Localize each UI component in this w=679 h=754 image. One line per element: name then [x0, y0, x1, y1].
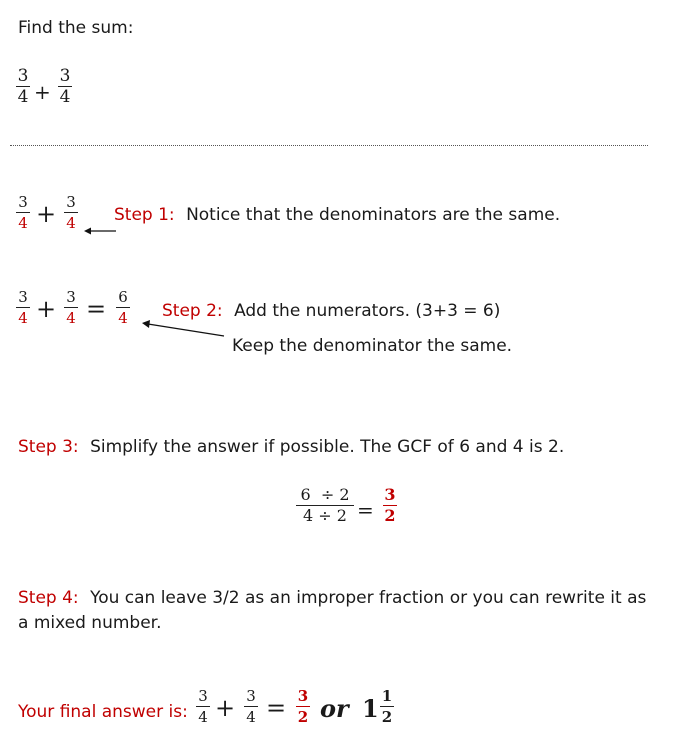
final-answer-label: Your final answer is:	[18, 702, 188, 722]
step2-text-line1: Add the numerators. (3+3 = 6)	[234, 301, 501, 321]
step2-fraction-a: 3 4	[16, 289, 30, 326]
problem-fraction-a: 3 4	[17, 66, 29, 107]
step2-line1	[162, 301, 500, 321]
step3-result-fraction: 3 2	[384, 485, 396, 525]
step1-arrow-icon	[82, 224, 118, 238]
step3-text: Simplify the answer if possible. The GCF of 6 and 4 is 2.	[90, 437, 565, 457]
step2-text-line2: Keep the denominator the same.	[232, 336, 513, 356]
step1-label: Step 1:	[114, 205, 175, 225]
final-or-word: or	[320, 694, 349, 723]
step1-plus-sign: +	[36, 200, 57, 228]
final-fraction-a: 3 4	[196, 688, 210, 725]
step1-fraction-b: 3 4	[64, 194, 78, 231]
step4-label: Step 4:	[18, 588, 79, 608]
final-equals-sign: =	[266, 694, 287, 722]
step4-text-line1: You can leave 3/2 as an improper fraction or you can rewrite it as	[90, 588, 647, 608]
step2-label: Step 2:	[162, 301, 223, 321]
step2-arrow-icon	[140, 318, 226, 340]
problem-fraction-b: 3 4	[59, 66, 71, 107]
step2-equals-sign: =	[86, 295, 107, 323]
final-mixed-fraction: 1 2	[381, 687, 393, 726]
step1-text: Notice that the denominators are the same.	[186, 205, 561, 225]
step3-label: Step 3:	[18, 437, 79, 457]
step4-line1	[18, 588, 646, 608]
final-whole-number: 1	[362, 694, 379, 723]
step1-line	[114, 205, 560, 225]
prompt-text: Find the sum:	[18, 18, 134, 38]
step1-fraction-a: 3 4	[16, 194, 30, 231]
step2-fraction-b: 3 4	[64, 289, 78, 326]
step3-gcf-fraction: 6 ÷ 2 4 ÷ 2	[296, 487, 354, 524]
final-result-fraction: 3 2	[297, 687, 309, 726]
final-plus-sign: +	[215, 694, 236, 722]
step2-plus-sign: +	[36, 295, 57, 323]
step2-result-fraction: 6 4	[116, 289, 130, 326]
plus-sign: +	[34, 80, 51, 104]
final-fraction-b: 3 4	[244, 688, 258, 725]
step4-text-line2: a mixed number.	[18, 613, 162, 633]
step3-line	[18, 437, 564, 457]
dotted-divider	[10, 145, 648, 146]
step3-equals-sign: =	[357, 498, 374, 522]
